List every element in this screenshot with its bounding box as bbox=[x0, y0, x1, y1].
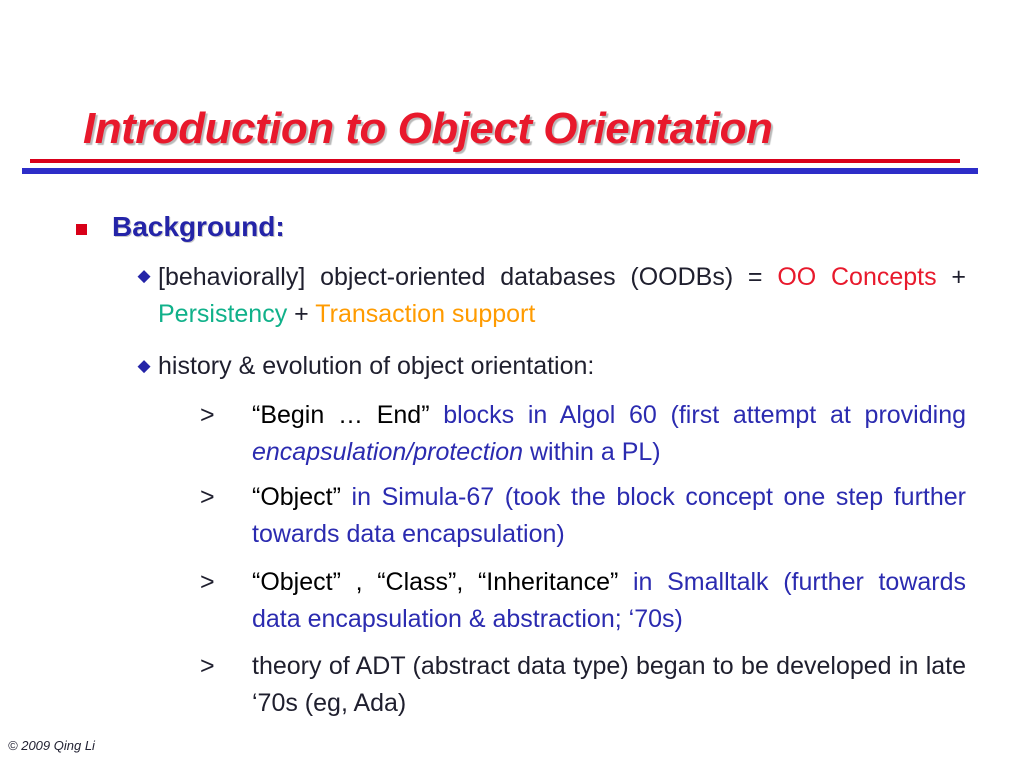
sub-item-marker: > bbox=[200, 568, 215, 596]
sub-item-marker: > bbox=[200, 652, 215, 680]
plus-sign: + bbox=[951, 263, 966, 291]
oodb-definition-text: [behaviorally] object-oriented databases (OODBs) = bbox=[158, 263, 763, 291]
quoted-term: “Object” , “Class”, “Inheritance” bbox=[252, 568, 619, 596]
diamond-bullet-icon: ◆ bbox=[137, 266, 151, 285]
footer-copyright bbox=[8, 738, 95, 753]
sub-item-marker: > bbox=[200, 483, 215, 511]
footer-text: 2009 Qing Li bbox=[21, 738, 95, 753]
sub-item-text: in Simula-67 (took the block concept one step further towards data encapsulation) bbox=[252, 483, 966, 548]
quoted-term: “Begin … End” bbox=[252, 401, 430, 429]
sub-item-marker: > bbox=[200, 401, 215, 429]
square-bullet-icon bbox=[76, 224, 87, 235]
quoted-term: “Object” bbox=[252, 483, 341, 511]
history-heading: history & evolution of object orientation: bbox=[158, 352, 595, 380]
sub-item-algol bbox=[200, 397, 967, 471]
persistency-term: Persistency bbox=[158, 300, 288, 328]
oo-concepts-term: OO Concepts bbox=[777, 263, 937, 291]
emphasis-term: encapsulation/protection bbox=[252, 438, 524, 466]
plus-sign: + bbox=[294, 300, 309, 328]
sub-item-adt bbox=[200, 648, 966, 722]
title-underline-blue bbox=[22, 168, 978, 174]
background-heading: Background: bbox=[112, 211, 285, 242]
copyright-icon: © bbox=[8, 738, 18, 753]
diamond-bullet-icon: ◆ bbox=[137, 356, 151, 375]
sub-item-text: within a PL) bbox=[529, 438, 661, 466]
oodb-definition bbox=[158, 259, 966, 333]
sub-item-smalltalk bbox=[200, 564, 967, 638]
sub-item-text: blocks in Algol 60 (first attempt at providing bbox=[443, 401, 967, 429]
slide-title: Introduction to Object Orientation bbox=[83, 104, 773, 153]
sub-item-text: in Smalltalk (further towards data encapsulation & abstraction; ‘70s) bbox=[252, 568, 967, 633]
sub-item-text: theory of ADT (abstract data type) began to be developed in late ‘70s (eg, Ada) bbox=[252, 652, 966, 717]
transaction-support-term: Transaction support bbox=[315, 300, 536, 328]
title-underline-red bbox=[30, 159, 960, 163]
sub-item-simula bbox=[200, 479, 966, 553]
